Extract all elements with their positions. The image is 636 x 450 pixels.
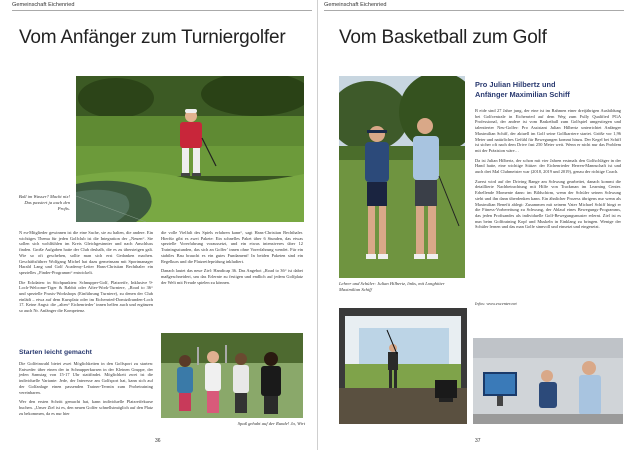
page-number-right: 37 — [475, 438, 481, 444]
right-column — [475, 108, 621, 234]
page-number-left: 36 — [155, 438, 161, 444]
page-header-right: Gemeinschaft Eichenried — [324, 0, 624, 11]
golfer-photo-caption: Ball im Wasser? Macht nix! Das passiert ja auch den Profis. — [18, 194, 70, 211]
swing-photo — [339, 308, 467, 424]
golfer-water-illustration — [76, 76, 304, 222]
women-group-photo — [161, 333, 303, 418]
left-column-2 — [161, 230, 303, 289]
swing-illustration — [339, 308, 467, 424]
right-paragraph-3: Zuerst wird auf der Driving Range am Schwung gearbeitet, danach kommt die detaillierte Nachbetrachtung mit Hilfe von Trackman im Learning Center. Erhellende Momente dann: im Bildschirm, wenn der Schüler seinen Schwung sieht und ihn dann überdenken kann. Ein ähnlicher Prozess übrigens nur wenn als Maximilian Benefit ablegt: Zusammen mit seinem Vater Michael Schiff hingt er die Fitness-Vorbereitung zu Schwung, der Ablauf eines Bewegungs-Programms, das jeden Profisandes als individuelle Golf-Bewegungsmuster erlernt. Ziel ist es nun beim Golftraining Kopf und Muskeln in Einklang zu bringen. Wenige der Schüler lernen und das man Golfe sinnvoll und einsetzt und eingesetzt. — [475, 178, 621, 230]
page-header-left: Gemeinschaft Eichenried — [12, 0, 312, 11]
col2-paragraph-2: Danach lautet das neue Ziel: Handicap 36. Das Angebot „Road to 36“ ist dabei maßgeschneidert, um das Erlernte zu festigen und endlich auf jedem Golfplatz der Welt mit Freude spielen zu können. — [161, 268, 303, 285]
left-column-1 — [19, 230, 153, 318]
credit-line: Infos: www.excenter.net — [475, 301, 517, 306]
start-paragraph-2: Wer den ersten Schritt gemacht hat, kann individuelle Platzreifekurse buchen. „Unser Ziel ist es, den neuen Golfer schnellstmöglich auf den Platz zu bekommen, da es nur hier — [19, 399, 153, 416]
pro-photo-caption: Lehrer und Schüler: Julian Hilbertz, links, mit Longhitter Maximilian Schiff — [339, 281, 445, 292]
pro-and-student-illustration — [339, 76, 465, 278]
golfer-water-photo — [76, 76, 304, 222]
hero-subtitle-line-2: Anfänger Maximilian Schiff — [475, 89, 570, 99]
start-paragraph-1: Die Golfeinwahl bietet zwei Möglichkeiten in den Golfsport zu starten: Entweder über einen der in Schnupperkursen in der Kleinen Gruppe, der jeden Samstag von 15-17 Uhr stattfindet. Möglichkeit zwei ist die individuelle Variante: Jede, der Interesse am Golfsport hat, kann sich auf der Golfanlage einen passenden Trainer-Termin zum Probetraining vereinbaren. — [19, 361, 153, 395]
learning-center-photo — [473, 338, 623, 424]
right-page — [318, 0, 636, 450]
right-page-title: Vom Basketball zum Golf — [339, 27, 547, 48]
left-column-1-lower — [19, 361, 153, 420]
right-paragraph-2: Da ist Julian Hilbertz, der schon mit vier Jahren erstmals den Golfschläger in der Hand hatte, eine wichtige Stütze: der Eichenrieder Herren-Mannschaft ist und auch drei Mal Clubmeister war (2018, 2019 und 2019), genau der richtige Coach. — [475, 157, 621, 175]
women-group-illustration — [161, 333, 303, 418]
col2-paragraph-1: die volle Vielfalt des Spiels erfahren kann“, sagt Hans-Christian Bechthaler. Hierfür gibt es zwei Pakete: Ein schnelles Paket über 6 Stunden, das etwas spezielle Vorerfahrung voraussetzt, und ein etwas intensiveres über 12 Trainingsstunden, das sich an Golfer’ innen ohne Vorerfahrung wendet. Für ein stabiles Bau braucht es ein gutes Fundament! In beiden Paketen sind ein Regelkurs und die Platzreifeprüfung inkludiert. — [161, 230, 303, 264]
women-photo-caption: Spaß gehabt auf der Runde! Ja, Wirt — [237, 421, 305, 426]
hero-subtitle-line-1: Pro Julian Hilbertz und — [475, 80, 556, 89]
right-paragraph-1: B eide sind 27 Jahre jung, der eine ist im Rahmen einer dreijährigen Ausbildung bei Golfcentrale in Eichenried auf dem Weg zum Fully Qualified PGA Professional, der andere ist vom Basketball zum Golfspiel umgestiegen und talentierter Neu-Golfer: Pro Assistant Julian Hilbertz unterrichtet Anfänger Maximilian Schiff, der aktuell im Golf seine Golfkarriere startet. Größe vor 1,96 Meter und natürliches Gefühl für Bewegungen kommt hinzu. Der Kegel bei Schiff ist sicher oft nach dem Drive fast 250 Meter weit. Wenn er nicht nur das Problem mit der Präzision wäre… — [475, 108, 621, 153]
intro-paragraph-2: Die Eckdaten: in Stichpunkten: Schnupper-Golf, Platzreife, Inklusive 9-Loch-Welcome-Tiger & Rabbit oder After-Work-Turniere, „Road to 36“ und spezielle Praxis-Workshops (Einführung Turniere), zu denen der Club einlädt – etwa auf dem Kursplatz oder im Eichenried-Domizilrunden-Loch 17. Keine Angst: die „alten“ Eichenrieder’ innen helfen auch und ergänzen so auch Nr. Anfänger die Kompetenz. — [19, 279, 153, 314]
pro-and-student-photo — [339, 76, 465, 278]
left-page-title: Vom Anfänger zum Turniergolfer — [19, 27, 286, 48]
intro-paragraph-1: N eu-Mitglieder gewinnen ist die eine Sache, sie zu halten, die andere. Ein wichtiges Thema für jeden Golfclub ist die Integration der „Neuen“. Sie sollen sich wohlfühlen im Kreis Gleichgesinnter und nach Anschluss finden. Große Aufgaben hatte der Club deshalb, die es zu übersteigen galt. Wie so oft geschehen, sollte man sich erst Gedanken machen. Geschäftsführer Wolfgang Michel hat dazu gemeinsam mit Sportmanager Harald Lang und Golf Academy-Leiter Hans-Christian Bechthaler ein spezielles „Finder-Programm“ entwickelt. — [19, 230, 153, 275]
hero-subtitle — [475, 80, 625, 99]
learning-center-illustration — [473, 338, 623, 424]
start-subhead: Starten leicht gemacht — [19, 349, 92, 356]
